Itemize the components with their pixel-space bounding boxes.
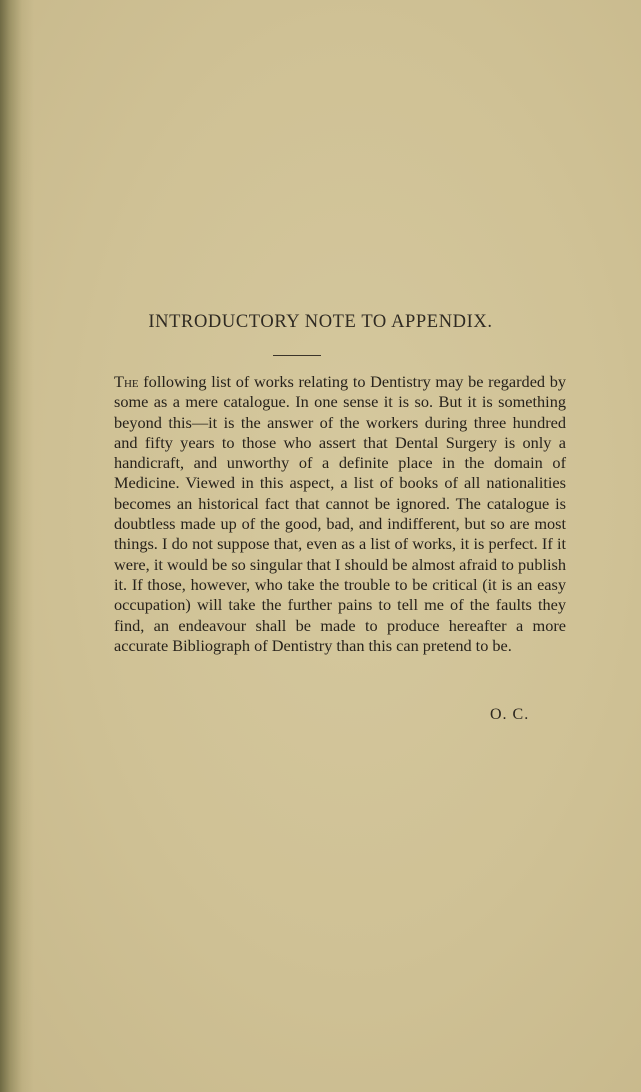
binding-edge-shadow	[0, 0, 34, 1092]
body-text-content: following list of works relating to Dentistry may be regarded by some as a mere catalogue. In one sense it is so. But it is something beyond this—it is the answer of the workers during three hundred and fifty years to those who assert that Dental Surgery is only a handicraft, and unworthy of a definite place in the domain of Medicine. Viewed in this aspect, a list of books of all nationalities becomes an historical fact that cannot be ignored. The catalogue is doubtless made up of the good, bad, and indifferent, but so are most things. I do not suppose that, even as a list of works, it is perfect. If it were, it would be so singular that I should be almost afraid to publish it. If those, however, who take the trouble to be critical (it is an easy occupation) will take the further pains to tell me of the faults they find, an endeavour shall be made to produce hereafter a more accurate Bibliograph of Dentistry than this can pretend to be.	[114, 372, 566, 655]
body-paragraph	[114, 372, 566, 656]
author-signature: O. C.	[490, 706, 530, 723]
opening-word: The	[114, 372, 139, 391]
page-heading: INTRODUCTORY NOTE TO APPENDIX.	[148, 312, 493, 332]
heading-divider-rule	[273, 355, 321, 356]
